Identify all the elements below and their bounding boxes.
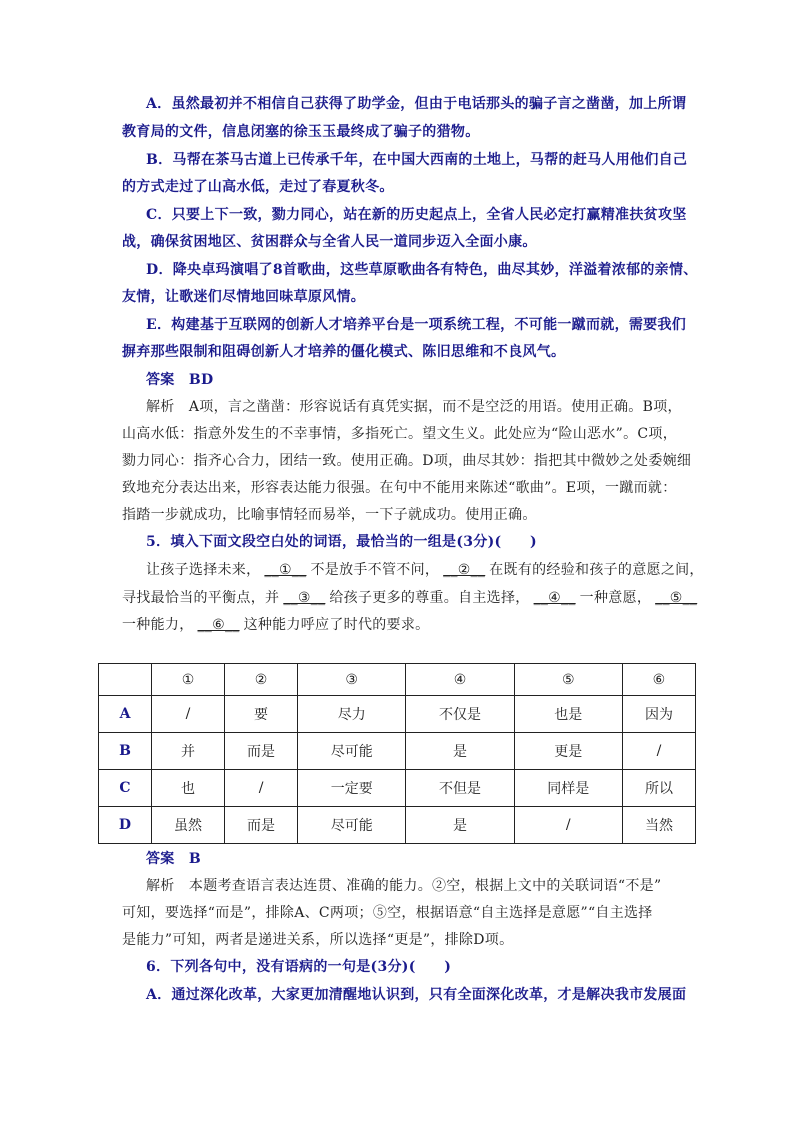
table-cell: 要 <box>225 696 298 733</box>
answer-1: 答案 BD <box>146 372 214 388</box>
explanation-1-line3: 勠力同心：指齐心合力，团结一致。使用正确。D项，曲尽其妙：指把其中微妙之处委婉细 <box>122 453 692 469</box>
option-c-line1: C．只要上下一致，勠力同心，站在新的历史起点上，全省人民必定打赢精准扶贫攻坚 <box>146 207 687 223</box>
table-cell: 而是 <box>225 733 298 770</box>
passage-text: 这种能力呼应了时代的要求。 <box>243 617 430 633</box>
option-a-line1: A．虽然最初并不相信自己获得了助学金，但由于电话那头的骗子言之凿凿，加上所谓 <box>146 96 687 112</box>
option-b-line2: 的方式走过了山高水低，走过了春夏秋冬。 <box>122 179 394 195</box>
passage-text: 寻找最恰当的平衡点，并 <box>122 590 280 606</box>
passage-text: 一种意愿， <box>579 590 652 606</box>
table-cell: 也 <box>152 770 225 807</box>
table-cell: 并 <box>152 733 225 770</box>
blank-3: __③__ <box>283 590 326 606</box>
option-e-line1: E．构建基于互联网的创新人才培养平台是一项系统工程，不可能一蹴而就，需要我们 <box>146 317 687 333</box>
table-cell: 不但是 <box>406 770 514 807</box>
table-cell: 也是 <box>514 696 622 733</box>
table-row <box>99 770 696 807</box>
table-header-cell: ④ <box>406 664 514 696</box>
row-label: D <box>99 807 152 844</box>
question-6-option-a: A．通过深化改革，大家更加清醒地认识到，只有全面深化改革，才是解决我市发展面 <box>146 987 687 1003</box>
table-cell: 尽可能 <box>298 807 406 844</box>
explanation-1-line4: 致地充分表达出来，形容表达能力很强。在句中不能用来陈述“歌曲”。E项，一蹴而就： <box>122 480 677 496</box>
table-header-cell: ⑤ <box>514 664 622 696</box>
blank-5: __⑤__ <box>655 590 698 606</box>
option-a-line2: 教育局的文件，信息闭塞的徐玉玉最终成了骗子的猎物。 <box>122 124 480 140</box>
table-cell: / <box>514 807 622 844</box>
table-cell: 而是 <box>225 807 298 844</box>
table-header-cell: ⑥ <box>622 664 695 696</box>
explanation-2-line3: 是能力”可知，两者是递进关系，所以选择“更是”，排除D项。 <box>122 932 514 948</box>
option-d-line1: D．降央卓玛演唱了8首歌曲，这些草原歌曲各有特色，曲尽其妙，洋溢着浓郁的亲情、 <box>146 262 698 278</box>
row-label: C <box>99 770 152 807</box>
option-e-line2: 摒弃那些限制和阻碍创新人才培养的僵化模式、陈旧思维和不良风气。 <box>122 344 566 360</box>
row-label: A <box>99 696 152 733</box>
option-b-line1: B．马帮在茶马古道上已传承千年，在中国大西南的土地上，马帮的赶马人用他们自己 <box>146 152 688 168</box>
passage-text: 不是放手不管不问， <box>310 562 440 578</box>
blank-6: __⑥__ <box>197 617 240 633</box>
passage-line3 <box>122 615 682 635</box>
passage-line2 <box>122 588 698 608</box>
table-cell: / <box>225 770 298 807</box>
table-cell: 尽可能 <box>298 733 406 770</box>
table-cell: 因为 <box>622 696 695 733</box>
passage-text: 一种能力， <box>122 617 194 633</box>
answer-2: 答案 B <box>146 851 202 867</box>
table-header-cell: ② <box>225 664 298 696</box>
row-label: B <box>99 733 152 770</box>
table-row <box>99 733 696 770</box>
question-6: 6．下列各句中，没有语病的一句是(3分)( ) <box>146 959 452 975</box>
blank-1: __①__ <box>264 562 307 578</box>
table-cell: 同样是 <box>514 770 622 807</box>
passage-text: 给孩子更多的尊重。自主选择， <box>329 590 530 606</box>
table-header-cell: ① <box>152 664 225 696</box>
option-d-line2: 友情，让歌迷们尽情地回味草原风情。 <box>122 289 366 305</box>
explanation-1-line5: 指踏一步就成功，比喻事情轻而易举，一下子就成功。使用正确。 <box>122 507 537 523</box>
table-cell: 虽然 <box>152 807 225 844</box>
table-cell: / <box>622 733 695 770</box>
question-5: 5．填入下面文段空白处的词语，最恰当的一组是(3分)( ) <box>146 534 537 550</box>
options-table <box>98 663 696 844</box>
table-cell: 是 <box>406 733 514 770</box>
explanation-1-line1: 解析 A项，言之凿凿：形容说话有真凭实据，而不是空泛的用语。使用正确。B项， <box>146 399 682 415</box>
blank-4: __④__ <box>533 590 576 606</box>
explanation-2-line2: 可知，要选择“而是”，排除A、C两项；⑤空，根据语意“自主选择是意愿”“自主选择 <box>122 905 653 921</box>
table-cell: / <box>152 696 225 733</box>
table-cell <box>99 664 152 696</box>
table-cell: 尽力 <box>298 696 406 733</box>
table-row <box>99 807 696 844</box>
table-cell: 当然 <box>622 807 695 844</box>
table-cell: 一定要 <box>298 770 406 807</box>
table-header-cell: ③ <box>298 664 406 696</box>
table-cell: 是 <box>406 807 514 844</box>
explanation-2-line1: 解析 本题考查语言表达连贯、准确的能力。②空，根据上文中的关联词语“不是” <box>146 878 662 894</box>
table-header-row <box>99 664 696 696</box>
table-cell: 所以 <box>622 770 695 807</box>
option-c-line2: 战，确保贫困地区、贫困群众与全省人民一道同步迈入全面小康。 <box>122 234 537 250</box>
table-row <box>99 696 696 733</box>
passage-text: 在既有的经验和孩子的意愿之间， <box>489 562 704 578</box>
blank-2: __②__ <box>443 562 486 578</box>
passage-text: 让孩子选择未来， <box>146 562 261 578</box>
table-cell: 更是 <box>514 733 622 770</box>
explanation-1-line2: 山高水低：指意外发生的不幸事情，多指死亡。望文生义。此处应为“险山恶水”。C项， <box>122 426 678 442</box>
table-cell: 不仅是 <box>406 696 514 733</box>
passage-line1 <box>146 560 704 580</box>
